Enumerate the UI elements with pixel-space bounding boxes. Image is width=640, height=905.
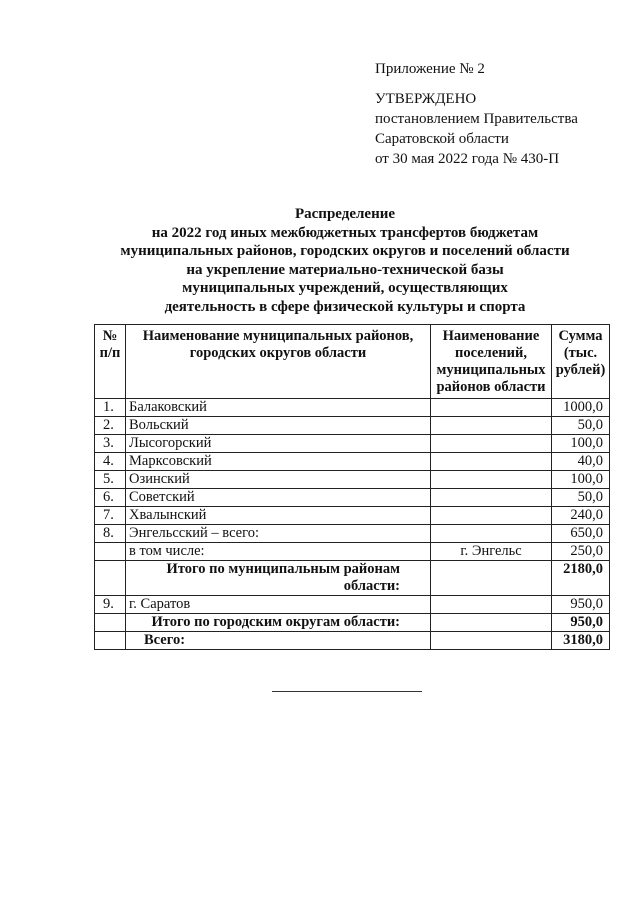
total-cities-row — [95, 614, 610, 632]
approved-stamp: УТВЕРЖДЕНО — [375, 91, 477, 107]
row-sum: 240,0 — [552, 507, 610, 525]
document-title — [80, 205, 610, 316]
grand-total-empty — [95, 632, 126, 650]
row-sum: 100,0 — [552, 435, 610, 453]
table-row — [95, 525, 610, 543]
table-row — [95, 399, 610, 417]
row-name: Озинский — [126, 471, 431, 489]
table-row — [95, 471, 610, 489]
approval-line-1: постановлением Правительства — [375, 111, 578, 127]
title-line-6: деятельность в сфере физической культуры и спорта — [164, 298, 526, 315]
row-name: Советский — [126, 489, 431, 507]
row-num: 2. — [95, 417, 126, 435]
row-sum: 100,0 — [552, 471, 610, 489]
table-row — [95, 507, 610, 525]
row-name: г. Саратов — [126, 596, 431, 614]
row-settlement: г. Энгельс — [431, 543, 552, 561]
approval-block — [375, 59, 625, 169]
row-name: Балаковский — [126, 399, 431, 417]
table-row — [95, 543, 610, 561]
row-name: Хвалынский — [126, 507, 431, 525]
row-sum: 650,0 — [552, 525, 610, 543]
row-num: 6. — [95, 489, 126, 507]
table-header-row — [95, 325, 610, 399]
title-line-3: муниципальных районов, городских округов и поселений области — [120, 243, 570, 259]
total-cities-empty — [95, 614, 126, 632]
title-line-1: Распределение — [294, 206, 396, 222]
table-row — [95, 417, 610, 435]
grand-total-settlement — [431, 632, 552, 650]
total-cities-settlement — [431, 614, 552, 632]
row-sum: 250,0 — [552, 543, 610, 561]
row-name: Энгельсский – всего: — [126, 525, 431, 543]
title-line-4: на укрепление материально-технической базы — [186, 261, 504, 278]
header-district: Наименование муниципальных районов, городских округов области — [126, 325, 431, 399]
header-sum: Сумма (тыс. рублей) — [552, 325, 610, 399]
row-settlement — [431, 596, 552, 614]
approval-line-2: Саратовской области — [375, 131, 509, 147]
row-settlement — [431, 399, 552, 417]
appendix-number: Приложение № 2 — [375, 61, 485, 77]
row-sum: 50,0 — [552, 489, 610, 507]
row-sum: 950,0 — [552, 596, 610, 614]
grand-total-row — [95, 632, 610, 650]
title-line-5: муниципальных учреждений, осуществляющих — [182, 280, 508, 296]
closing-line — [272, 691, 422, 692]
approval-line-3: от 30 мая 2022 года № 430-П — [375, 151, 560, 167]
distribution-table — [94, 324, 610, 650]
grand-total-sum: 3180,0 — [552, 632, 610, 650]
total-cities-sum: 950,0 — [552, 614, 610, 632]
row-name: в том числе: — [126, 543, 431, 561]
row-sum: 50,0 — [552, 417, 610, 435]
total-districts-label: Итого по муниципальным районам области: — [126, 561, 431, 596]
row-name: Лысогорский — [126, 435, 431, 453]
total-districts-row — [95, 561, 610, 596]
table-row — [95, 489, 610, 507]
row-num — [95, 543, 126, 561]
total-districts-sum: 2180,0 — [552, 561, 610, 596]
header-settlement: Наименование поселений, муниципальных районов области — [431, 325, 552, 399]
row-num: 4. — [95, 453, 126, 471]
row-settlement — [431, 417, 552, 435]
row-settlement — [431, 435, 552, 453]
row-settlement — [431, 507, 552, 525]
total-districts-empty — [95, 561, 126, 596]
table-row — [95, 596, 610, 614]
row-num: 7. — [95, 507, 126, 525]
row-num: 3. — [95, 435, 126, 453]
row-num: 1. — [95, 399, 126, 417]
row-sum: 40,0 — [552, 453, 610, 471]
header-num: № п/п — [95, 325, 126, 399]
row-settlement — [431, 471, 552, 489]
table-row — [95, 435, 610, 453]
title-line-2: на 2022 год иных межбюджетных трансфертов бюджетам — [151, 224, 539, 241]
row-name: Марксовский — [126, 453, 431, 471]
row-settlement — [431, 453, 552, 471]
row-settlement — [431, 525, 552, 543]
total-districts-settlement — [431, 561, 552, 596]
row-sum: 1000,0 — [552, 399, 610, 417]
row-num: 9. — [95, 596, 126, 614]
row-num: 5. — [95, 471, 126, 489]
table-row — [95, 453, 610, 471]
row-num: 8. — [95, 525, 126, 543]
total-cities-label: Итого по городским округам области: — [126, 614, 431, 632]
row-settlement — [431, 489, 552, 507]
row-name: Вольский — [126, 417, 431, 435]
grand-total-label: Всего: — [126, 632, 431, 650]
